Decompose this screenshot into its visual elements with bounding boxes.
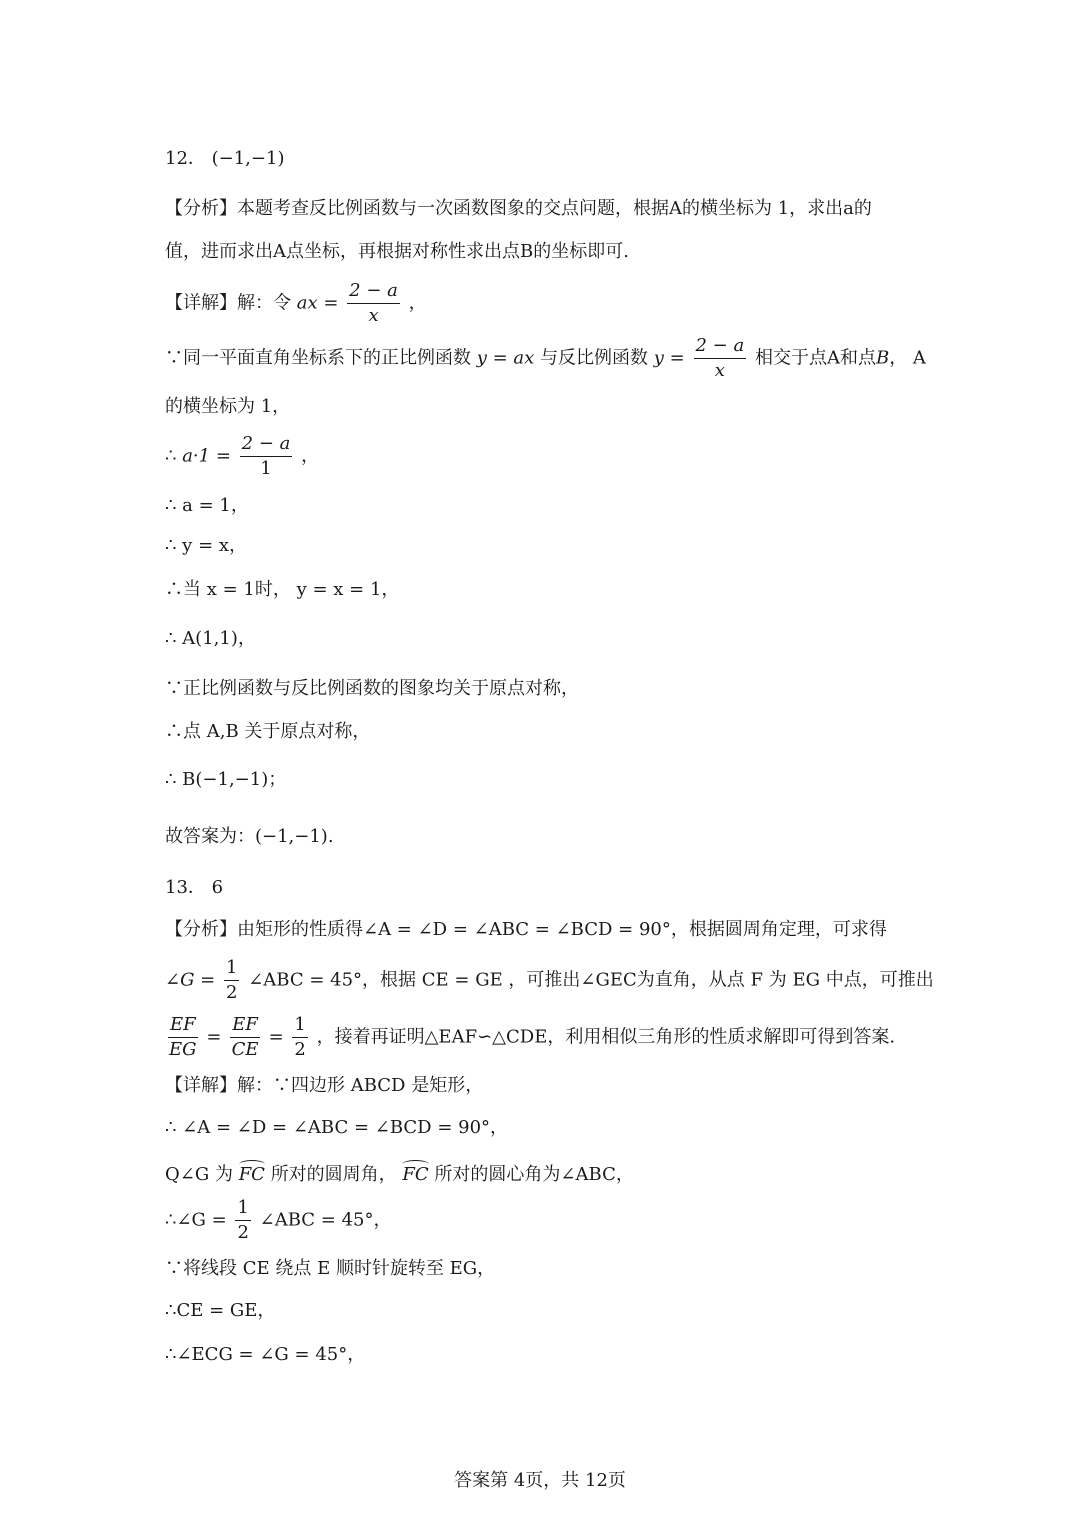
q13-analysis-line1: 【分析】由矩形的性质得∠A = ∠D = ∠ABC = ∠BCD = 90°，根据圆周角定理，可求得 — [165, 919, 887, 940]
fraction-numerator: EF — [230, 1015, 260, 1038]
fraction-2-a-over-x — [694, 336, 747, 381]
fraction-denominator: 2 — [226, 981, 238, 1003]
q13-analysis-line2 — [165, 958, 934, 1003]
fraction-numerator: EF — [168, 1015, 198, 1038]
fraction-ef-eg — [168, 1015, 198, 1060]
fraction-denominator: 1 — [260, 457, 272, 479]
text: ∵同一平面直角坐标系下的正比例函数 — [165, 347, 471, 369]
fraction-numerator: 1 — [224, 958, 239, 981]
q13-detail-line5: ∵将线段 CE 绕点 E 顺时针旋转至 EG， — [165, 1258, 496, 1279]
text: 与反比例函数 — [540, 347, 649, 369]
q12-detail-line4 — [165, 434, 319, 479]
q13-detail-line2: ∴ ∠A = ∠D = ∠ABC = ∠BCD = 90°， — [165, 1117, 509, 1138]
q12-detail-line9: ∵正比例函数与反比例函数的图象均关于原点对称， — [165, 678, 579, 699]
q13-detail-line3 — [165, 1162, 634, 1184]
fraction-denominator: EG — [169, 1038, 197, 1060]
q13-detail-line6: ∴CE = GE， — [165, 1300, 276, 1321]
fraction-ef-ce — [230, 1015, 260, 1060]
equation-lhs: a·1 = — [182, 445, 231, 467]
text: ∠ABC = 45°， — [259, 1209, 392, 1231]
point-B: B — [875, 347, 890, 369]
fraction-numerator: 2 − a — [347, 281, 400, 304]
fraction-numerator: 1 — [235, 1198, 250, 1221]
comma: ， — [301, 445, 320, 467]
q12-detail-line5: ∴ a = 1， — [165, 495, 249, 516]
therefore: ∴ — [165, 445, 177, 467]
q12-detail-line2 — [165, 336, 926, 381]
q12-detail-line1 — [165, 281, 427, 326]
fraction-denominator: CE — [231, 1038, 259, 1060]
q13-header: 13． 6 — [165, 877, 224, 898]
arc-fc: FC — [402, 1164, 429, 1185]
q12-detail-line11: ∴ B(−1,−1)； — [165, 769, 287, 790]
fraction-one-half — [292, 1015, 307, 1060]
q12-analysis-line1: 【分析】本题考查反比例函数与一次函数图象的交点问题，根据A的横坐标为 1，求出a的 — [165, 198, 872, 219]
q13-detail-line1: 【详解】解：∵四边形 ABCD 是矩形， — [165, 1075, 484, 1096]
equals: = — [268, 1026, 284, 1048]
func-direct: y = ax — [476, 347, 535, 369]
arc-fc: FC — [238, 1164, 265, 1185]
q12-detail-line6: ∴ y = x， — [165, 535, 248, 556]
q13-detail-line4 — [165, 1198, 392, 1243]
text: 相交于点A和点 — [754, 347, 876, 369]
fraction-denominator: x — [714, 359, 725, 381]
fraction-one-half — [235, 1198, 250, 1243]
q12-analysis-line2: 值，进而求出A点坐标，再根据对称性求出点B的坐标即可. — [165, 241, 629, 262]
q12-detail-line7: ∴当 x = 1时， y = x = 1， — [165, 579, 400, 600]
q13-detail-line7: ∴∠ECG = ∠G = 45°， — [165, 1344, 366, 1365]
fraction-2-a-over-x — [347, 281, 400, 326]
equation-lhs: ax = — [296, 292, 339, 314]
text: ∠ABC = 45°，根据 CE = GE ，可推出∠GEC为直角，从点 F 为 EG 中点，可推出 — [248, 969, 934, 991]
text: ，接着再证明△EAF∽△CDE，利用相似三角形的性质求解即可得到答案. — [316, 1026, 896, 1048]
q12-header: 12． (−1,−1) — [165, 148, 285, 169]
q12-detail-line8: ∴ A(1,1)， — [165, 628, 256, 649]
fraction-numerator: 2 − a — [240, 434, 293, 457]
detail-label: 【详解】解：令 — [165, 292, 291, 314]
fraction-denominator: x — [368, 304, 379, 326]
equation-lhs: ∴∠G = — [165, 1209, 227, 1231]
fraction-one-half — [224, 958, 239, 1003]
fraction-denominator: 2 — [294, 1038, 306, 1060]
q13-analysis-line3 — [165, 1015, 895, 1060]
text: 所对的圆周角， — [270, 1164, 397, 1185]
page-footer: 答案第 4页，共 12页 — [454, 1470, 626, 1491]
text: ， A — [889, 347, 926, 369]
fraction-numerator: 2 − a — [694, 336, 747, 359]
fraction-denominator: 2 — [237, 1221, 249, 1243]
text: 所对的圆心角为∠ABC， — [434, 1164, 634, 1185]
q12-detail-line3: 的横坐标为 1， — [165, 396, 291, 417]
q12-detail-line10: ∴点 A,B 关于原点对称， — [165, 721, 371, 742]
equation-lhs: ∠G = — [165, 969, 216, 991]
equals: = — [206, 1026, 222, 1048]
comma: ， — [408, 292, 427, 314]
text: Q∠G 为 — [165, 1164, 233, 1185]
fraction-2-a-over-1 — [240, 434, 293, 479]
q12-answer: 故答案为：(−1,−1). — [165, 826, 334, 847]
func-inverse-lhs: y = — [653, 347, 685, 369]
fraction-numerator: 1 — [292, 1015, 307, 1038]
